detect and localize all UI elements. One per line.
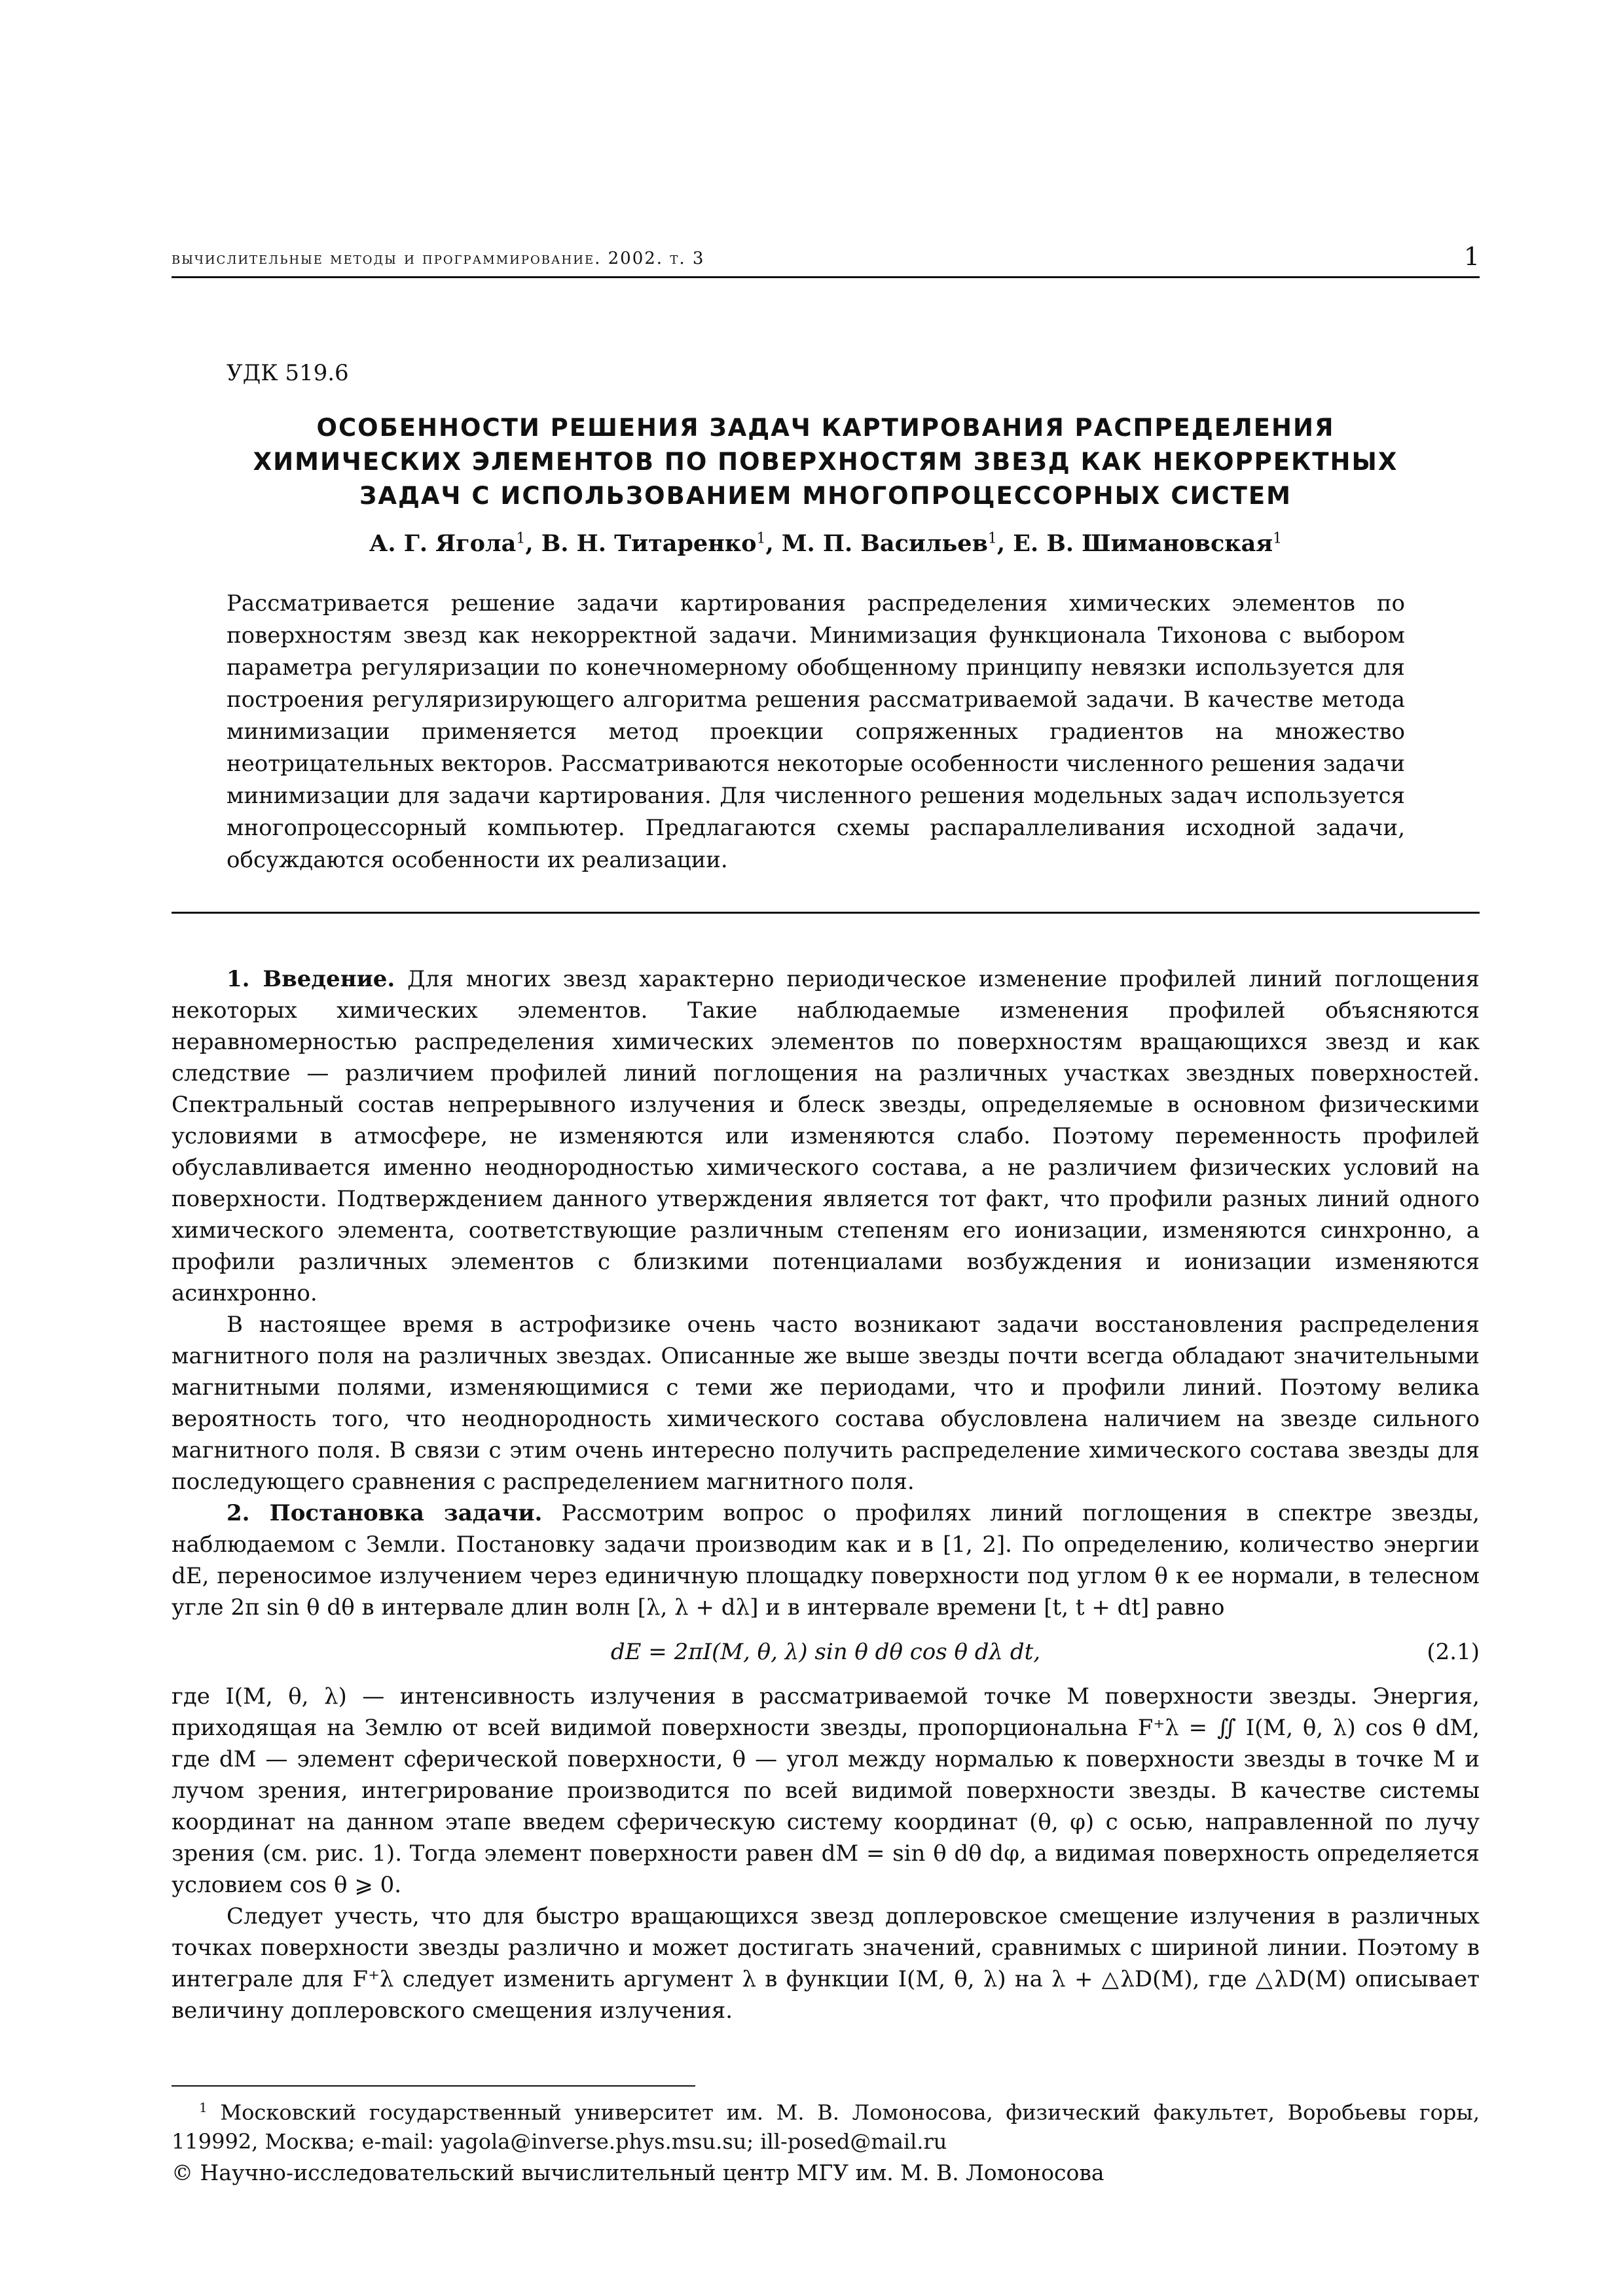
author-name: А. Г. Ягола: [369, 530, 517, 557]
paragraph: [172, 963, 1480, 1309]
title-line: ХИМИЧЕСКИХ ЭЛЕМЕНТОВ ПО ПОВЕРХНОСТЯМ ЗВЕЗД КАК НЕКОРРЕКТНЫХ: [253, 448, 1398, 476]
equation-2-1: [172, 1623, 1480, 1681]
paragraph: где I(M, θ, λ) — интенсивность излучения в рассматриваемой точке M поверхности звезды. Энергия, приходящая на Землю от всей видимой поверхности звезды, пропорциональна F⁺λ = ∬ I(M, θ, λ) cos θ dM, где dM — элемент сферической поверхности, θ — угол между нормалью к поверхности звезды в точке M и лучом зрения, интегрирование производится по всей видимой поверхности звезды. В качестве системы координат на данном этапе введем сферическую систему координат (θ, φ) с осью, направленной по лучу зрения (см. рис. 1). Тогда элемент поверхности равен dM = sin θ dθ dφ, а видимая поверхность определяется условием cos θ ⩾ 0.: [172, 1683, 1480, 1898]
paragraph-text: Рассмотрим вопрос о профилях линий поглощения в спектре звезды, наблюдаемом с Земли. Постановку задачи производим как и в [1, 2]. По определению, количество энергии dE, переносимое излучением через единичную площадку поверхности под углом θ к ее нормали, в телесном угле 2π sin θ dθ в интервале длин волн [λ, λ + dλ] и в интервале времени [t, t + dt] равно: [172, 1500, 1480, 1621]
running-header: [172, 236, 1480, 278]
paragraph: [172, 1498, 1480, 1623]
equation-number: (2.1): [1427, 1639, 1480, 1665]
affiliation-mark: 1: [756, 530, 766, 547]
author-list: А. Г. Ягола$^1$, В. Н. Титаренко$^1$, М. П. Васильев$^1$, Е. В. Шимановская$^1$: [369, 530, 1283, 557]
abstract: [227, 588, 1405, 876]
footnote-divider: [172, 2085, 695, 2087]
abstract-text: Рассматривается решение задачи картирования распределения химических элементов по поверхностям звезд как некорректной задачи. Минимизация функционала Тихонова с выбором параметра регуляризации по конечномерному обобщенному принципу невязки используется для построения регуляризирующего алгоритма решения рассматриваемой задачи. В качестве метода минимизации применяется метод проекции сопряженных градиентов на множество неотрицательных векторов. Рассматриваются некоторые особенности численного решения задачи минимизации для задачи картирования. Для численного решения модельных задач используется многопроцессорный компьютер. Предлагаются схемы распараллеливания исходной задачи, обсуждаются особенности их реализации.: [227, 590, 1405, 873]
affiliation-mark: 1: [1273, 530, 1283, 547]
footnote-text: Московский государственный университет им. М. В. Ломоносова, физический факультет, Воробьевы горы, 119992, Москва; e-mail: yagola@inverse.phys.msu.su; ill-posed@mail.ru: [172, 2100, 1480, 2154]
section-heading: 2. Постановка задачи.: [227, 1500, 543, 1526]
author-name: В. Н. Титаренко: [541, 530, 757, 557]
footnote: [172, 2093, 1480, 2156]
udk-code: УДК 519.6: [227, 360, 349, 386]
paragraph: В настоящее время в астрофизике очень часто возникают задачи восстановления распределения магнитного поля на различных звездах. Описанные же выше звезды почти всегда обладают значительными магнитными полями, изменяющимися с теми же периодами, что и профили линий. Поэтому велика вероятность того, что неоднородность химического состава обусловлена наличием на звезде сильного магнитного поля. В связи с этим очень интересно получить распределение химического состава звезды для последующего сравнения с распределением магнитного поля.: [172, 1312, 1480, 1495]
page-number: 1: [1463, 242, 1480, 271]
affiliation-mark: 1: [987, 530, 997, 547]
author-name: М. П. Васильев: [781, 530, 988, 557]
section-heading: 1. Введение.: [227, 966, 395, 992]
body-text: [172, 963, 1480, 2026]
author-name: Е. В. Шимановская: [1013, 530, 1273, 557]
journal-name: вычислительные методы и программирование. 2002. т. 3: [172, 249, 705, 268]
footnote-mark: 1: [199, 2100, 208, 2115]
paragraph-text: Для многих звезд характерно периодическое изменение профилей линий поглощения некоторых химических элементов. Такие наблюдаемые изменения профилей объясняются неравномерностью распределения химических элементов по поверхностям вращающихся звезд и как следствие — различием профилей линий поглощения на различных участках звездных поверхностей. Спектральный состав непрерывного излучения и блеск звезды, определяемые в основном физическими условиями в атмосфере, не изменяются или изменяются слабо. Поэтому переменность профилей обуславливается именно неоднородностью химического состава, а не различием физических условий на поверхности. Подтверждением данного утверждения является тот факт, что профили разных линий одного химического элемента, соответствующие различным степеням его ионизации, изменяются синхронно, а профили различных элементов с близкими потенциалами возбуждения и ионизации изменяются асинхронно.: [172, 966, 1480, 1306]
copyright-notice: © Научно-исследовательский вычислительный центр МГУ им. М. В. Ломоносова: [172, 2160, 1104, 2185]
affiliation-mark: 1: [516, 530, 526, 547]
paper-title: [172, 411, 1480, 513]
equation-formula: dE = 2πI(M, θ, λ) sin θ dθ cos θ dλ dt,: [610, 1639, 1041, 1665]
title-line: ЗАДАЧ С ИСПОЛЬЗОВАНИЕМ МНОГОПРОЦЕССОРНЫХ СИСТЕМ: [359, 482, 1292, 510]
paragraph: Следует учесть, что для быстро вращающихся звезд доплеровское смещение излучения в различных точках поверхности звезды различно и может достигать значений, сравнимых с шириной линии. Поэтому в интеграле для F⁺λ следует изменить аргумент λ в функции I(M, θ, λ) на λ + △λD(M), где △λD(M) описывает величину доплеровского смещения излучения.: [172, 1903, 1480, 2024]
abstract-divider: [172, 912, 1480, 914]
title-line: ОСОБЕННОСТИ РЕШЕНИЯ ЗАДАЧ КАРТИРОВАНИЯ РАСПРЕДЕЛЕНИЯ: [316, 414, 1335, 442]
